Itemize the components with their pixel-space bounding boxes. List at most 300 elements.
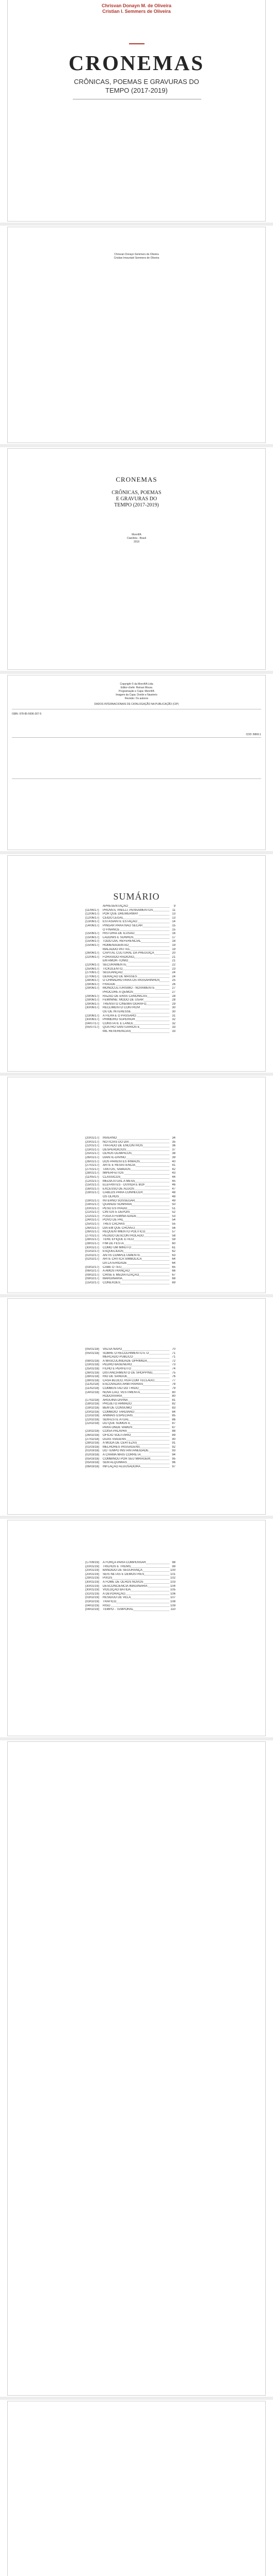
toc-entry-date: (14/02/18) — [85, 1391, 103, 1395]
toc-entry — [85, 1411, 175, 1415]
toc-entry — [85, 968, 175, 972]
toc-entry-date: (26/01/17) — [85, 1160, 103, 1164]
toc-entry-date: (05/03/18) — [85, 1458, 103, 1462]
toc-entry-page: 14 — [172, 920, 175, 924]
toc-entry-page: 35 — [172, 1140, 175, 1144]
toc-entry — [85, 1453, 175, 1458]
toc-entry-title: NOVA CÃO, VESTIMENTA — [103, 1391, 140, 1394]
toc-entry — [85, 952, 175, 956]
toc-entry-page: 24 — [172, 975, 175, 978]
toc-entry — [85, 1030, 175, 1034]
toc-entry — [85, 1446, 175, 1450]
toc-entry — [85, 1156, 175, 1160]
toc-entry — [85, 1387, 175, 1391]
toc-entry-date: (30/01/17) — [85, 1246, 103, 1250]
toc-entry-page: 70 — [172, 1348, 175, 1351]
toc-entry-title: DISTANCIAMENTO DE SHOPPING — [103, 1371, 153, 1375]
publisher: Monrif/A — [132, 533, 141, 536]
toc-page-4 — [7, 1520, 266, 1736]
toc-entry-page: 19 — [172, 943, 175, 947]
toc-entry-title: FIM DE FESTA — [103, 1242, 124, 1246]
cdd: CDD: B869.1 — [246, 733, 261, 736]
toc-entry-page: 46 — [172, 1183, 175, 1187]
toc-entry-title: RIO DE SANGUE — [103, 1375, 127, 1379]
toc-entry-page: 27 — [172, 987, 175, 990]
toc-entry-page: 94 — [172, 1453, 175, 1457]
toc-entry-date: (17/02/18) — [85, 1399, 103, 1403]
toc-entry — [85, 1434, 175, 1438]
toc-entry-page: 83 — [172, 1406, 175, 1410]
toc-entry — [85, 936, 175, 940]
toc-entry — [85, 1250, 175, 1254]
toc-entry-page: 34 — [172, 1137, 175, 1140]
toc-entry — [85, 905, 175, 909]
toc-entry — [85, 1144, 175, 1148]
toc-entry-date: (30/01/19) — [85, 1581, 103, 1585]
toc-entry — [85, 1006, 175, 1010]
toc-entry-date: (30/06/17) — [85, 1006, 103, 1010]
toc-entry-page: 40 — [172, 1160, 175, 1163]
toc-entry-title: CASA BLOCO, RUA COM TECLADO — [103, 1379, 154, 1382]
toc-entry-date: (28/01/17) — [85, 1172, 103, 1176]
toc-entry-date: (15/06/17) — [85, 944, 103, 948]
toc-entry-title: DA LATERIDADE — [103, 1262, 127, 1265]
toc-entry-date: (22/02/18) — [85, 1422, 103, 1426]
toc-entry-date: (23/01/18) — [85, 1363, 103, 1367]
cover-ornament — [129, 43, 144, 44]
title-page-subtitle-2: E GRAVURAS DO — [116, 496, 157, 502]
toc-entry-title: COMO UM MINUTO — [103, 1246, 131, 1249]
toc-entry-date: (12/01/17) — [85, 1180, 103, 1184]
toc-entry-date: (17/09/19) — [85, 1561, 103, 1565]
toc-entry-title: IMPERFEITOS — [103, 1172, 124, 1175]
page-divider — [0, 1073, 273, 1076]
toc-entry-title: DUAS VIAGENS — [103, 1437, 126, 1441]
toc-entry-date: (11/06/17) — [85, 909, 103, 913]
toc-entry-date: (28/01/17) — [85, 1238, 103, 1242]
toc-entry-page: 18 — [172, 940, 175, 943]
toc-entry-page: 87 — [172, 1422, 175, 1426]
toc-entry — [85, 1262, 175, 1266]
toc-entry — [85, 1010, 175, 1014]
toc-entry-page: 22 — [172, 963, 175, 967]
toc-entry-title: A AMOSTRANÇÃO — [103, 1269, 130, 1273]
copyright-line: Programação e Capa: Monrif/A — [119, 690, 154, 693]
toc-entry-date: (26/01/18) — [85, 1371, 103, 1376]
toc-entry — [85, 956, 175, 960]
toc-entry-page: 68 — [172, 1277, 175, 1281]
toc-entry-title: HOMENAGEM AO — [103, 943, 129, 947]
page-divider — [0, 851, 273, 854]
toc-entry-title: FORASIDO RADIOSO, — [103, 955, 135, 959]
toc-entry-date: (29/06/17) — [85, 987, 103, 991]
toc-entry-title: ARTE CRÍTICA SIMBÓLICA — [103, 1258, 142, 1261]
toc-entry-page: 43 — [172, 1172, 175, 1175]
toc-entry — [85, 1277, 175, 1281]
toc-entry-title: DESPERDÍCIOS — [103, 1148, 126, 1151]
toc-entry-date: (21/01/17) — [85, 1215, 103, 1219]
toc-entry-page: 109 — [170, 1604, 175, 1607]
toc-entry-title: ELEFANTES - DÚVIDA E BOF — [103, 1183, 146, 1187]
toc-entry-date: (21/01/17) — [85, 1211, 103, 1215]
toc-entry-page: 80 — [172, 1391, 175, 1394]
toc-entry-page: 77 — [172, 1379, 175, 1382]
toc-entry-date: (21/02/18) — [85, 1414, 103, 1418]
toc-entry-page: 30 — [172, 1010, 175, 1014]
toc-entry-page: 37 — [172, 1148, 175, 1151]
toc-entry-page: 108 — [170, 1600, 175, 1603]
toc-list-4 — [85, 1561, 175, 1612]
toc-entry-title: ESCOVADAS ARBITRÁRIAS — [103, 1383, 143, 1386]
toc-entry-title: TRILHOS E TREMS — [103, 1565, 131, 1568]
toc-entry-date: (20/01/17) — [85, 1137, 103, 1141]
toc-entry-page: 90 — [172, 1437, 175, 1441]
toc-entry-title: FILHO E PERFEITO — [103, 1367, 131, 1370]
toc-entry-page: 49 — [172, 1199, 175, 1202]
toc-entry-title: ANTIS COMPLETAMENTE — [103, 1253, 140, 1257]
toc-entry-date: (23/02/18) — [85, 1430, 103, 1434]
toc-entry-title: COMBOIO TARDIANO — [103, 1410, 135, 1414]
toc-entry — [85, 1018, 175, 1022]
cover-subtitle-line-2: TEMPO (2017-2019) — [105, 87, 168, 94]
toc-entry — [85, 1418, 175, 1422]
toc-entry-page: 32 — [172, 1018, 175, 1022]
toc-entry-title: TRATADO DE ENCONTROS — [103, 1144, 143, 1148]
toc-entry — [85, 1458, 175, 1462]
toc-entry — [85, 1600, 175, 1604]
toc-entry-date: (27/06/17) — [85, 975, 103, 979]
toc-entry — [85, 1402, 175, 1406]
toc-entry — [85, 1172, 175, 1176]
toc-entry — [85, 1242, 175, 1246]
toc-entry-title: O CHINADRO PARA OS PASSARINHOS — [103, 979, 160, 982]
toc-entry-page: 19 — [172, 947, 175, 951]
toc-entry — [85, 979, 175, 983]
toc-entry-page: 44 — [172, 1175, 175, 1179]
toc-entry — [85, 1581, 175, 1585]
toc-entry-date: (28/06/17) — [85, 979, 103, 983]
toc-entry — [85, 1391, 175, 1395]
toc-entry — [85, 924, 175, 928]
toc-entry — [85, 1022, 175, 1026]
toc-entry-date: (28/01/17) — [85, 1242, 103, 1246]
toc-entry-page: 104 — [170, 1584, 175, 1588]
toc-entry-page: 91 — [172, 1442, 175, 1445]
toc-entry — [85, 1176, 175, 1180]
toc-entry — [85, 1383, 175, 1387]
toc-entry — [85, 1430, 175, 1434]
toc-entry-title: COMBUSTÃO DO TRIDO — [103, 1386, 139, 1390]
toc-entry-title: DO TEMPO INSTANTANEIDADE — [103, 1449, 149, 1453]
toc-entry — [85, 1223, 175, 1227]
toc-entry — [85, 1438, 175, 1442]
toc-entry-page: 84 — [172, 1410, 175, 1414]
toc-entry-date: (26/02/18) — [85, 1434, 103, 1438]
toc-entry-title: MERCADO PÚBLICO — [103, 1355, 133, 1359]
toc-entry-page: 98 — [172, 1561, 175, 1564]
toc-entry-date: (25/01/17) — [85, 1223, 103, 1227]
toc-entry — [85, 1461, 175, 1465]
toc-entry — [85, 1191, 175, 1195]
toc-entry-date: (13/06/17) — [85, 920, 103, 924]
toc-entry-date: (09/02/17) — [85, 1274, 103, 1278]
toc-entry-page: 85 — [172, 1414, 175, 1418]
toc-entry — [85, 1215, 175, 1219]
toc-entry-date: (15/02/17) — [85, 1281, 103, 1285]
toc-entry-page: 56 — [172, 1226, 175, 1230]
toc-entry — [85, 1207, 175, 1211]
title-page-subtitle — [8, 490, 265, 509]
toc-entry — [85, 1426, 175, 1430]
toc-entry — [85, 1596, 175, 1600]
toc-entry-title: FEMININE: MODO DE USAR — [103, 998, 144, 1002]
toc-entry-title: OFÍCIO SOLITÁRIO — [103, 1434, 131, 1437]
toc-entry — [85, 1148, 175, 1153]
toc-entry-date: (27/01/17) — [85, 1234, 103, 1239]
city: Cianíbria - Brasil — [127, 537, 146, 540]
toc-entry — [85, 1274, 175, 1278]
toc-entry-page: 25 — [172, 979, 175, 982]
toc-entry-title: INFLAÇÃO ALGUSADORA — [103, 1465, 141, 1468]
toc-entry-title: TICKOLENTO — [103, 967, 123, 971]
toc-entry-title: A CHAMA MAIS CORRETA — [103, 1453, 141, 1457]
toc-entry-date: (04/02/19) — [85, 1604, 103, 1608]
toc-entry-page: 48 — [172, 1195, 175, 1198]
toc-entry-date: (09/02/17) — [85, 1277, 103, 1281]
copyright-line: Imagem da Capa: Donlin e Nasimrio — [116, 693, 157, 697]
toc-entry-page: 76 — [172, 1375, 175, 1379]
toc-entry-date: (29/01/19) — [85, 1577, 103, 1581]
toc-entry-title: PROCURE A QEMOS — [103, 991, 134, 994]
toc-entry — [85, 917, 175, 921]
toc-entry-title: PEDIDO DESCONTROLADO — [103, 1234, 144, 1238]
toc-entry — [85, 1199, 175, 1204]
toc-entry — [85, 998, 175, 1003]
toc-entry — [85, 1367, 175, 1371]
toc-entry-date: (03/02/19) — [85, 1596, 103, 1600]
toc-entry-title: TODO DIA, REFERENCIAL — [103, 940, 141, 943]
toc-entry-title: SECURAMENTE — [103, 963, 127, 967]
toc-entry-title: A MASCULINIDADE OPRIMIDA — [103, 1359, 148, 1363]
toc-entry-title: CONEXÕES — [103, 1281, 121, 1284]
toc-entry-title: EM AMOR-TÔNIO — [103, 959, 129, 963]
toc-entry — [85, 1561, 175, 1565]
toc-entry-title: COISA PALAVRA — [103, 1430, 127, 1433]
toc-entry-page: 61 — [172, 1246, 175, 1249]
toc-entry-page: 55 — [172, 1223, 175, 1226]
toc-entry — [85, 1406, 175, 1411]
toc-entry-page: 20 — [172, 952, 175, 955]
toc-entry-title: OS OLHOS — [103, 1195, 119, 1198]
toc-entry-page: 26 — [172, 982, 175, 986]
toc-entry-title: TEMPO - TEMPORAL — [103, 1608, 134, 1612]
toc-entry — [85, 1608, 175, 1612]
toc-entry-date: (12/06/17) — [85, 917, 103, 921]
page-divider — [0, 2397, 273, 2400]
divider — [12, 737, 261, 738]
toc-entry-page: 96 — [172, 1461, 175, 1465]
title-page-subtitle-3: TEMPO (2017-2019) — [114, 502, 159, 508]
toc-entry-date: (04/07/17) — [85, 1022, 103, 1026]
toc-entry-page: 81 — [172, 1398, 175, 1402]
page-divider — [0, 444, 273, 447]
toc-entry-title: RESÍDUO DE VELA — [103, 1596, 131, 1600]
toc-entry — [85, 1360, 175, 1364]
toc-entry — [85, 1395, 175, 1399]
toc-entry-date: (14/06/17) — [85, 924, 103, 928]
toc-entry — [85, 987, 175, 991]
title-page-subtitle-1: CRÔNICAS, POEMAS — [111, 490, 162, 496]
toc-entry-title: PROVES, PAELLI, PENSAMENTOS — [103, 908, 153, 912]
half-title-author-1: Chrisvan Donayn Semmers de Oliveira — [114, 253, 159, 256]
toc-entry — [85, 1258, 175, 1262]
toc-entry-page: 73 — [172, 1363, 175, 1367]
toc-entry-date: (05/03/18) — [85, 1461, 103, 1465]
toc-entry — [85, 1414, 175, 1418]
toc-entry-page: 28 — [172, 994, 175, 998]
toc-entry-date: (01/03/18) — [85, 1449, 103, 1453]
toc-entry-title: PINGAR PARA NÃO SECAR — [103, 924, 143, 927]
toc-entry-title: MEDIA ATUAL A MESA — [103, 1179, 135, 1183]
toc-entry-title: SEM ALQUIMIAS — [103, 1461, 127, 1465]
toc-entry-date: (26/01/17) — [85, 1156, 103, 1160]
toc-entry-date: (19/01/17) — [85, 1191, 103, 1195]
toc-entry — [85, 959, 175, 963]
toc-entry-date: (12/06/17) — [85, 912, 103, 917]
toc-entry — [85, 1379, 175, 1383]
toc-entry-page: 29 — [172, 1002, 175, 1006]
toc-entry-title: RECLIMENTO CONTROVI — [103, 1006, 140, 1010]
toc-entry-date: (22/01/17) — [85, 1144, 103, 1148]
toc-entry-title: CRISE E MEDIATIZAÇÃO — [103, 1273, 139, 1277]
toc-entry-page: 110 — [170, 1608, 175, 1612]
half-title-authors — [8, 253, 265, 260]
toc-entry-page: 64 — [172, 1258, 175, 1261]
toc-entry-date: (25/06/17) — [85, 968, 103, 972]
toc-entry-page: 62 — [172, 1250, 175, 1253]
toc-list-3 — [85, 1348, 175, 1469]
toc-entry-title: PARA ONDE VAMOS — [103, 1426, 133, 1429]
toc-entry-page: 23 — [172, 967, 175, 971]
toc-entry-page: 21 — [172, 955, 175, 959]
toc-entry-date: (05/07/17) — [85, 1026, 103, 1030]
toc-entry-title: ESTASIANTE ESTAÇÃO — [103, 920, 137, 924]
toc-entry-title: FUGA A FEMINA IDADE — [103, 1214, 137, 1218]
toc-entry — [85, 1234, 175, 1239]
toc-leader-dots — [104, 1579, 169, 1580]
toc-entry-title: TRENSITO CINEMATÓGRAFO — [103, 1002, 147, 1006]
blank-pages — [7, 2401, 266, 2576]
toc-entry-page: 69 — [172, 1281, 175, 1284]
toc-entry-title: NOTÍCIAS DO DIA — [103, 1140, 129, 1144]
toc-entry-date: (20/01/17) — [85, 1141, 103, 1145]
toc-entry — [85, 991, 175, 995]
toc-entry-date: (11/02/18) — [85, 1383, 103, 1387]
toc-entry-date: (26/01/17) — [85, 1227, 103, 1231]
toc-entry-date: (11/02/18) — [85, 1387, 103, 1391]
toc-entry — [85, 909, 175, 913]
toc-entry-title: A FORÇA PARA COMPENSAR — [103, 1561, 146, 1564]
toc-entry-page: 24 — [172, 971, 175, 975]
toc-entry-page: 107 — [170, 1596, 175, 1600]
toc-entry-title: LADONIS E SONHOS — [103, 936, 134, 939]
toc-entry-date: (02/03/18) — [85, 1453, 103, 1458]
toc-entry-date: (19/01/17) — [85, 1203, 103, 1207]
toc-entry-page: 33 — [172, 1030, 175, 1033]
toc-entry — [85, 983, 175, 987]
toc-entry-title: COMBINOU POR SEU MIRAGEM — [103, 1457, 151, 1461]
toc-entry-title: SEGUANÇÃO — [103, 971, 123, 975]
toc-entry — [85, 1266, 175, 1270]
toc-entry-page: 80 — [172, 1395, 175, 1398]
toc-entry-date: (19/01/17) — [85, 1199, 103, 1204]
toc-entry-date: (11/05/17) — [85, 1176, 103, 1180]
copyright-line: Revisão: Os autores — [124, 697, 149, 700]
toc-entry-title: ANIMAIS ESPECIAIS — [103, 1414, 133, 1418]
toc-entry-page: 17 — [172, 936, 175, 939]
toc-entry-title: CLÁSSICOS — [103, 1175, 121, 1179]
toc-entry-date: (20/02/18) — [85, 1411, 103, 1415]
cover-page — [7, 0, 266, 222]
toc-entry-date: (20/01/19) — [85, 1565, 103, 1569]
toc-entry-page: 103 — [170, 1580, 175, 1584]
toc-entry — [85, 1183, 175, 1188]
toc-entry-title: BANDIDO DE SEGURANÇA — [103, 1569, 143, 1572]
blank-pages — [7, 1741, 266, 2396]
toc-entry-title: SEIS NETAS E DEMOSTRES — [103, 1572, 144, 1576]
toc-entry-page: 95 — [172, 1457, 175, 1461]
toc-entry-date: (19/02/18) — [85, 1406, 103, 1411]
cover-author-1: Chrisvan Donayn M. de Oliveira — [101, 3, 172, 8]
toc-entry-date: (06/02/17) — [85, 1269, 103, 1274]
toc-entry-title: FRAUDE — [103, 982, 116, 986]
toc-entry-date: (18/02/18) — [85, 1402, 103, 1406]
toc-entry — [85, 1180, 175, 1184]
toc-entry-title: RAZÃO DE ERAS CANÔNICAS — [103, 994, 148, 998]
toc-entry-page: 11 — [172, 908, 175, 912]
toc-entry-date: (15/06/17) — [85, 940, 103, 944]
toc-entry-page: 42 — [172, 1167, 175, 1171]
toc-entry — [85, 963, 175, 968]
toc-title: SUMÁRIO — [113, 891, 160, 902]
toc-entry-page: 71 — [172, 1351, 175, 1355]
toc-entry-page: 30 — [172, 1006, 175, 1010]
toc-entry — [85, 928, 175, 933]
toc-entry-date: (02/02/17) — [85, 1254, 103, 1258]
page-divider — [0, 1737, 273, 1740]
toc-entry-title: OU DE INTERESSE — [103, 1010, 131, 1014]
toc-entry-page: 54 — [172, 1218, 175, 1222]
toc-entry-page: 99 — [172, 1565, 175, 1568]
toc-entry — [85, 1363, 175, 1367]
toc-entry-page: 31 — [172, 1014, 175, 1018]
toc-entry-page: 50 — [172, 1203, 175, 1207]
toc-entry-page: 97 — [172, 1465, 175, 1468]
isbn: ISBN: 978-85-5696-307-5 — [12, 713, 42, 716]
toc-entry-page: 53 — [172, 1214, 175, 1218]
toc-entry — [85, 1399, 175, 1403]
toc-entry-title: PIXOS — [103, 1577, 113, 1580]
toc-entry-title: EXCESSO DE ALGOS — [103, 1187, 135, 1191]
toc-entry-date: (08/01/18) — [85, 1360, 103, 1364]
toc-entry — [85, 1003, 175, 1007]
toc-entry — [85, 1188, 175, 1192]
toc-entry-title: SEM-ESTE ATUAL — [103, 1418, 129, 1421]
toc-entry-page: 15 — [172, 924, 175, 927]
toc-entry — [85, 1246, 175, 1250]
toc-entry-title: CABLOS PARA CONHECER — [103, 1191, 143, 1195]
toc-entry-title: CABE O TEU — [103, 1265, 122, 1269]
